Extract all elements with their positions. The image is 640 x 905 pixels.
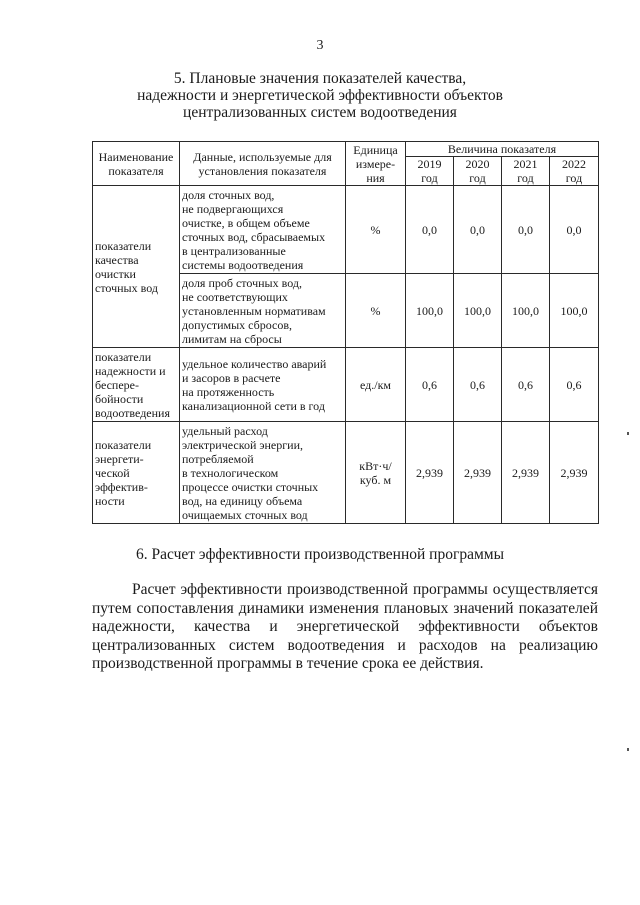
year-label: 2020	[465, 157, 490, 171]
header-data: Данные, используемые для установления показателя	[180, 142, 346, 186]
row-description: доля сточных вод, не подвергающихся очистке, в общем объеме сточных вод, сбрасываемых в централизованные системы водоотведения	[180, 186, 346, 274]
row-unit: %	[346, 274, 406, 348]
value-2020: 100,0	[454, 274, 502, 348]
year-label: 2021	[513, 157, 538, 171]
header-year-2022	[550, 157, 599, 186]
section-6-title: 6. Расчет эффективности производственной программы	[136, 546, 504, 563]
year-suffix: год	[565, 171, 583, 185]
value-2021: 2,939	[502, 422, 550, 524]
section-5-title	[0, 70, 640, 121]
row-unit: %	[346, 186, 406, 274]
paragraph-line: централизованных систем водоотведения и расходов на реализацию	[92, 636, 598, 654]
value-2020: 2,939	[454, 422, 502, 524]
value-2020: 0,0	[454, 186, 502, 274]
year-suffix: год	[517, 171, 534, 185]
row-group-energy: показатели энергети-ческой эффектив-ности	[93, 422, 180, 524]
value-2020: 0,6	[454, 348, 502, 422]
value-2019: 0,0	[406, 186, 454, 274]
section-5-title-line: 5. Плановые значения показателей качества,	[173, 70, 467, 87]
value-2022: 100,0	[550, 274, 599, 348]
year-suffix: год	[421, 171, 438, 185]
scan-mark	[627, 432, 629, 435]
row-description: удельное количество аварий и засоров в расчете на протяженность канализационной сети в год	[180, 348, 346, 422]
table-row	[93, 348, 599, 422]
value-2022: 2,939	[550, 422, 599, 524]
header-year-2021	[502, 157, 550, 186]
paragraph-line: надежности, качества и энергетической эффективности объектов	[92, 618, 598, 636]
value-2022: 0,6	[550, 348, 599, 422]
row-unit: ед./км	[346, 348, 406, 422]
paragraph-line: путем сопоставления динамики изменения плановых значений показателей	[92, 599, 598, 617]
value-2019: 0,6	[406, 348, 454, 422]
year-label: 2022	[562, 157, 586, 171]
header-unit: Единица измере-ния	[346, 142, 406, 186]
section-6-paragraph	[92, 581, 598, 674]
value-2022: 0,0	[550, 186, 599, 274]
header-year-2020	[454, 157, 502, 186]
value-2019: 2,939	[406, 422, 454, 524]
value-2019: 100,0	[406, 274, 454, 348]
row-group-reliability: показатели надежности и беспере-бойности водоотведения	[93, 348, 180, 422]
page-number: 3	[316, 38, 324, 53]
indicators-table	[92, 141, 599, 524]
year-label: 2019	[417, 157, 442, 171]
header-name: Наименование показателя	[93, 142, 180, 186]
paragraph-line: производственной программы в течение срока ее действия.	[92, 655, 484, 673]
row-group-quality: показатели качества очистки сточных вод	[93, 186, 180, 348]
value-2021: 100,0	[502, 274, 550, 348]
scan-mark	[627, 748, 629, 751]
header-value-group: Величина показателя	[406, 142, 599, 157]
table-row	[93, 422, 599, 524]
year-suffix: год	[469, 171, 486, 185]
section-5-title-line: надежности и энергетической эффективности объектов	[137, 87, 503, 104]
section-5-title-line: централизованных систем водоотведения	[183, 104, 457, 121]
row-unit: кВт·ч/ куб. м	[346, 422, 406, 524]
value-2021: 0,6	[502, 348, 550, 422]
row-description: доля проб сточных вод, не соответствующих установленным нормативам допустимых сбросов, лимитам на сбросы	[180, 274, 346, 348]
table-row	[93, 186, 599, 274]
row-description: удельный расход электрической энергии, потребляемой в технологическом процессе очистки сточных вод, на единицу объема очищаемых сточных вод	[180, 422, 346, 524]
header-year-2019	[406, 157, 454, 186]
value-2021: 0,0	[502, 186, 550, 274]
paragraph-line: Расчет эффективности производственной программы осуществляется	[132, 581, 598, 598]
